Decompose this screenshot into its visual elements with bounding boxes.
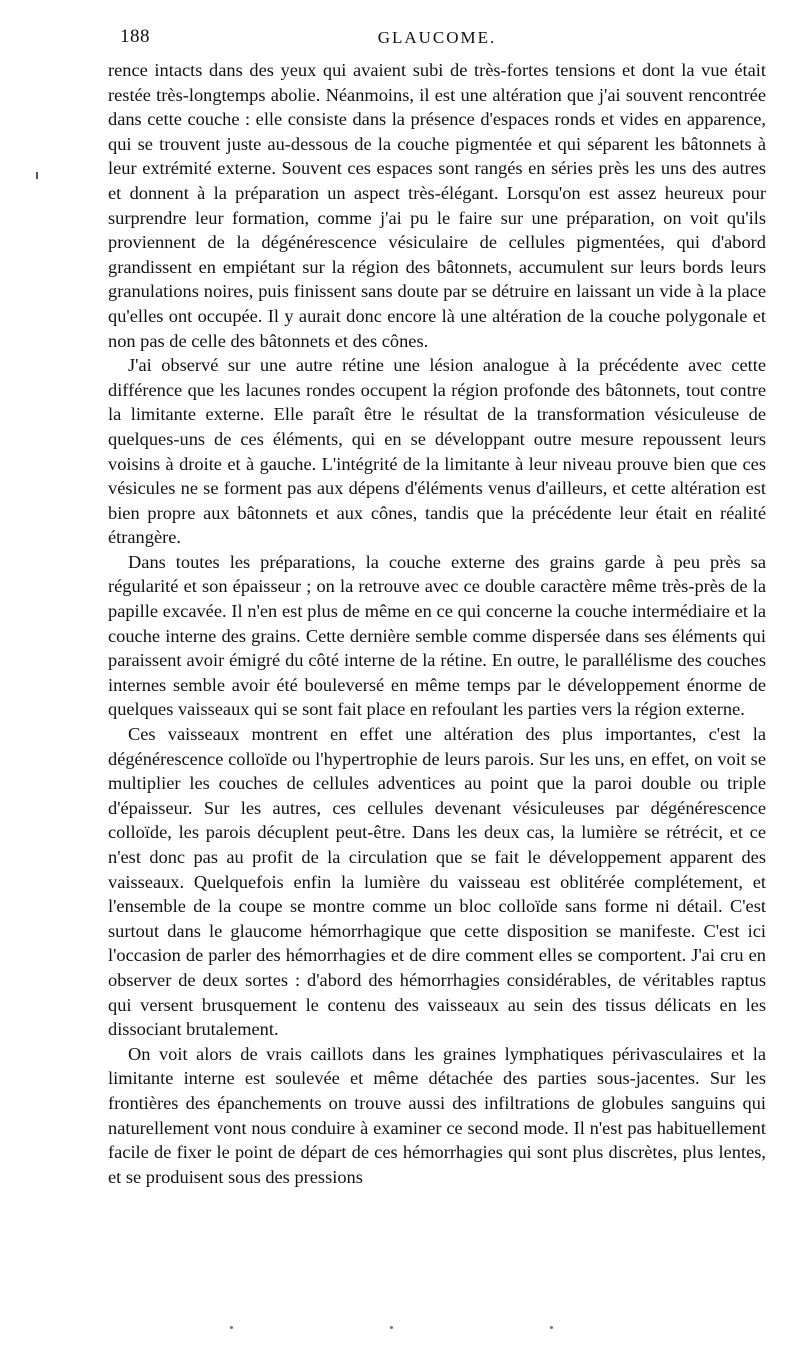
running-head	[108, 26, 766, 54]
paragraph-1: rence intacts dans des yeux qui avaient subi de très-fortes tensions et dont la vue était restée très-longtemps abolie. Néanmoins, il est une altération que j'ai souvent rencontrée dans cette couche : elle consiste dans la présence d'espaces ronds et vides en apparence, qui se trouvent juste au-dessous de la couche pigmentée et qui séparent les bâtonnets à leur extrémité externe. Souvent ces espaces sont rangés en séries près les uns des autres et donnent à la préparation un aspect très-élégant. Lorsqu'on est assez heureux pour surprendre leur formation, comme j'ai pu le faire sur une préparation, on voit qu'ils proviennent de la dégénérescence vésiculaire de cellules pigmentées, qui d'abord grandissent en empiétant sur la région des bâtonnets, accumulent sur leurs bords leurs granulations noires, puis finissent sans doute par se détruire en laissant un vide à la place qu'elles ont occupée. Il y aurait donc encore là une altération de la couche polygonale et non pas de celle des bâtonnets et des cônes.	[108, 60, 766, 351]
running-title: GLAUCOME.	[377, 28, 497, 47]
paragraph-5: On voit alors de vrais caillots dans les graines lymphatiques périvasculaires et la limitante interne est soulevée et même détachée des parties sous-jacentes. Sur les frontières des épanchements on trouve aussi des infiltrations de globules sanguins qui naturellement vont nous conduire à examiner ce second mode. Il n'est pas habituellement facile de fixer le point de départ de ces hémorrhagies qui sont plus discrètes, plus lentes, et se produisent sous des pressions	[108, 1043, 766, 1187]
paragraph-3: Dans toutes les préparations, la couche externe des grains garde à peu près sa régularité et son épaisseur ; on la retrouve avec ce double caractère même très-près de la papille excavée. Il n'en est plus de même en ce qui concerne la couche intermédiaire et la couche interne des grains. Cette dernière semble comme dispersée dans ses éléments qui paraissent avoir émigré du côté interne de la rétine. En outre, le parallélisme des couches internes semble avoir été bouleversé en même temps par le développement énorme de quelques vaisseaux qui se sont fait place en refoulant les parties vers la région externe.	[108, 551, 766, 720]
margin-mark	[36, 172, 38, 179]
paragraph-4: Ces vaisseaux montrent en effet une altération des plus importantes, c'est la dégénérescence colloïde ou l'hypertrophie de leurs parois. Sur les uns, en effet, on voit se multiplier les couches de cellules adventices au point que la paroi double ou triple d'épaisseur. Sur les autres, ces cellules devenant vésiculeuses par dégénérescence colloïde, les parois décuplent peut-être. Dans les deux cas, la lumière se rétrécit, et ce n'est donc pas au profit de la circulation que se fait le développement apparent des vaisseaux. Quelquefois enfin la lumière du vaisseau est oblitérée complétement, et l'ensemble de la coupe se montre comme un bloc colloïde sans forme ni détail. C'est surtout dans le glaucome hémorrhagique que cette disposition se manifeste. C'est ici l'occasion de parler des hémorrhagies et de dire comment elles se comportent. J'ai cru en observer de deux sortes : d'abord des hémorrhagies considérables, de véritables raptus qui versent brusquement le contenu des vaisseaux au sein des tissus délicats en les dissociant brutalement.	[108, 724, 766, 1040]
print-speck	[390, 1326, 393, 1329]
paragraph-2: J'ai observé sur une autre rétine une lésion analogue à la précédente avec cette différence que les lacunes rondes occupent la région profonde des bâtonnets, tout contre la limitante externe. Elle paraît être le résultat de la transformation vésiculeuse de quelques-uns de ces éléments, qui en se développant outre mesure repoussent leurs voisins à droite et à gauche. L'intégrité de la limitante à leur niveau prouve bien que ces vésicules ne se forment pas aux dépens d'éléments venus d'ailleurs, et cette altération est bien propre aux bâtonnets et aux cônes, tandis que la précédente leur était en réalité étrangère.	[108, 355, 766, 548]
print-speck	[230, 1326, 233, 1329]
page-number: 188	[120, 26, 150, 47]
print-speck	[550, 1326, 553, 1329]
body-text	[108, 58, 766, 1189]
